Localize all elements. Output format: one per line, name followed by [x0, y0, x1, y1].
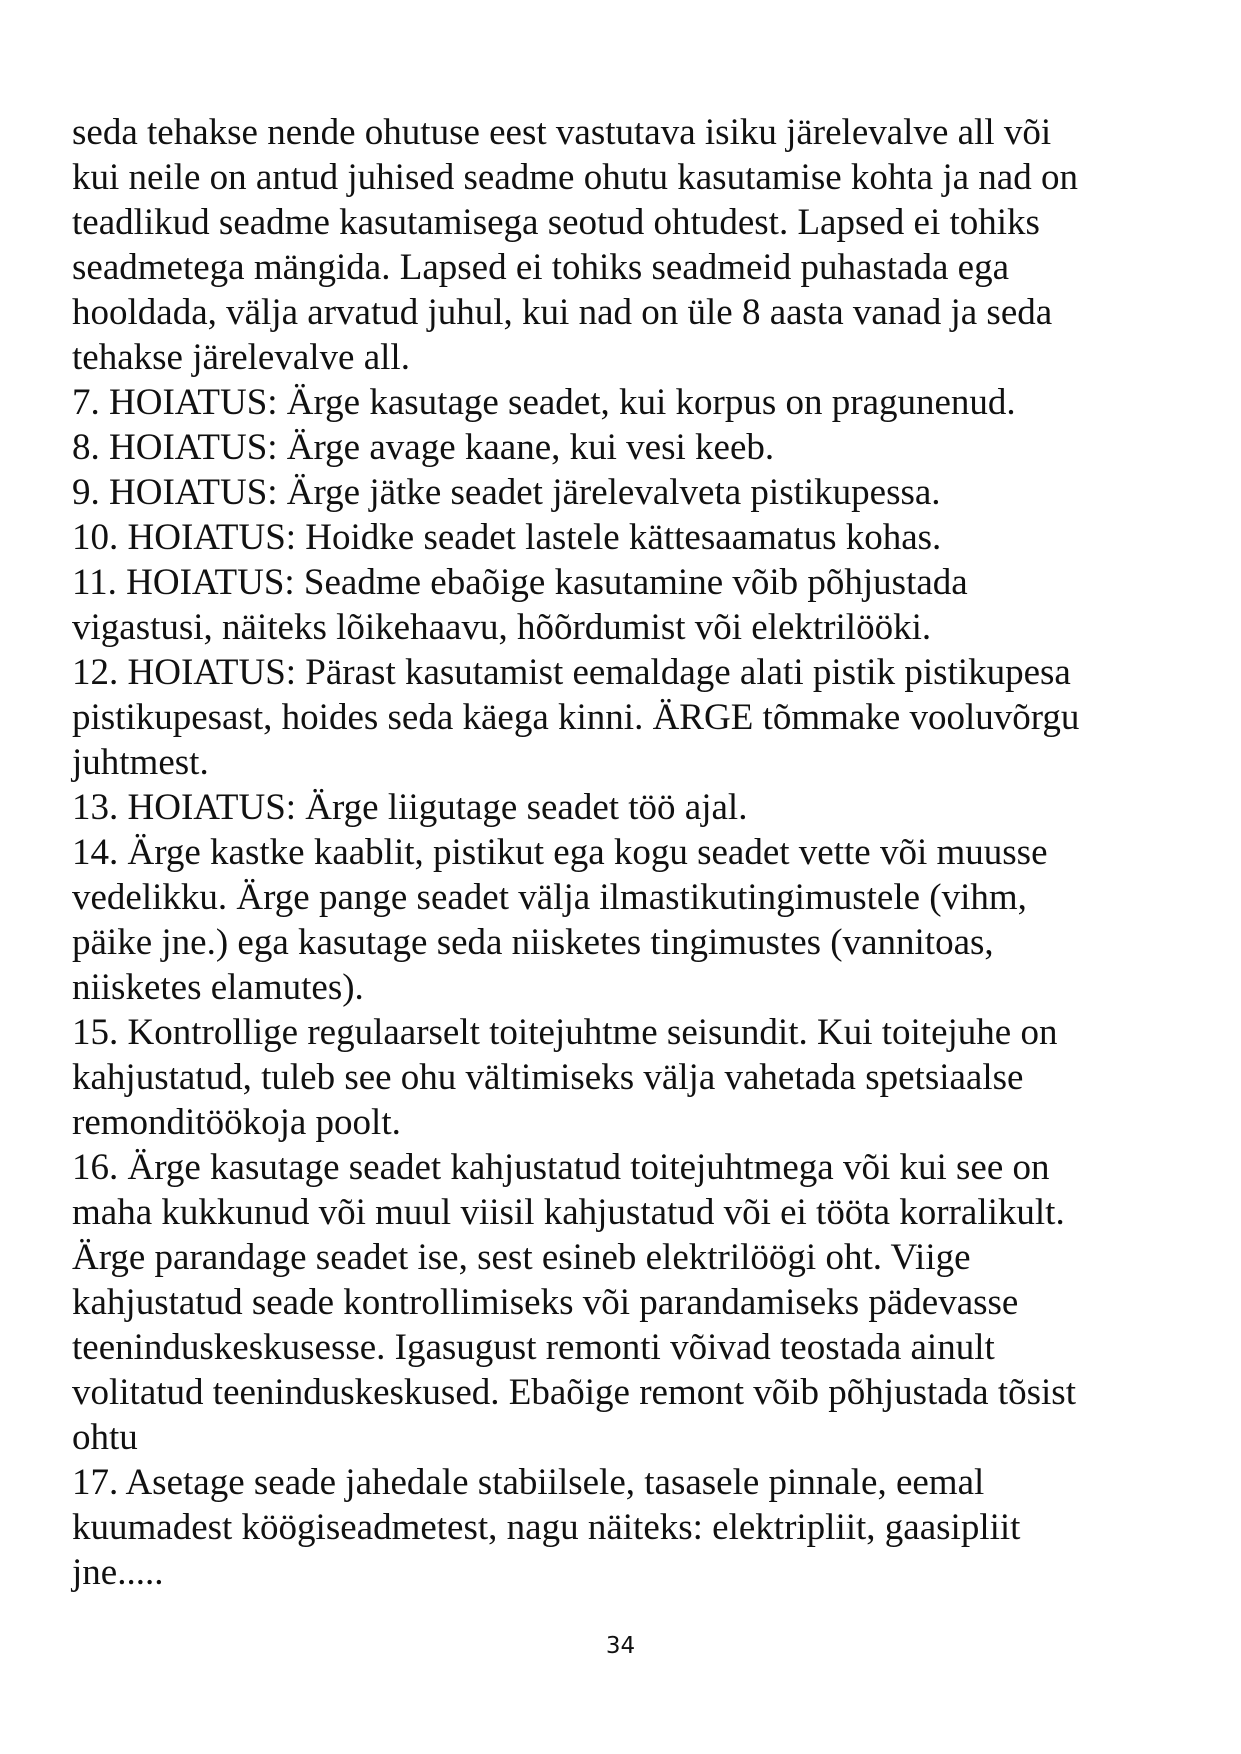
text-line: teadlikud seadme kasutamisega seotud ohtudest. Lapsed ei tohiks — [72, 202, 1040, 243]
warning-item-12: 12. HOIATUS: Pärast kasutamist eemaldage alati pistik pistikupesa — [72, 652, 1071, 693]
text-line: maha kukkunud või muul viisil kahjustatud või ei tööta korralikult. — [72, 1192, 1065, 1233]
safety-instructions-text — [72, 110, 1172, 1595]
text-line: juhtmest. — [72, 742, 209, 783]
warning-item-11: 11. HOIATUS: Seadme ebaõige kasutamine võib põhjustada — [72, 562, 968, 603]
text-line: kuumadest köögiseadmetest, nagu näiteks: elektripliit, gaasipliit — [72, 1507, 1021, 1548]
warning-item-7: 7. HOIATUS: Ärge kasutage seadet, kui korpus on pragunenud. — [72, 382, 1016, 423]
warning-item-10: 10. HOIATUS: Hoidke seadet lastele kättesaamatus kohas. — [72, 517, 942, 558]
text-line: kahjustatud, tuleb see ohu vältimiseks välja vahetada spetsiaalse — [72, 1057, 1024, 1098]
instruction-item-14: 14. Ärge kastke kaablit, pistikut ega kogu seadet vette või muusse — [72, 832, 1048, 873]
warning-item-8: 8. HOIATUS: Ärge avage kaane, kui vesi keeb. — [72, 427, 775, 468]
text-line: kahjustatud seade kontrollimiseks või parandamiseks pädevasse — [72, 1282, 1019, 1323]
text-line: niisketes elamutes). — [72, 967, 364, 1008]
text-line: päike jne.) ega kasutage seda niisketes tingimustes (vannitoas, — [72, 922, 994, 963]
text-line: seadmetega mängida. Lapsed ei tohiks seadmeid puhastada ega — [72, 247, 1009, 288]
text-line: Ärge parandage seadet ise, sest esineb elektrilöögi oht. Viige — [72, 1237, 971, 1278]
warning-item-9: 9. HOIATUS: Ärge jätke seadet järelevalveta pistikupessa. — [72, 472, 941, 513]
instruction-item-16: 16. Ärge kasutage seadet kahjustatud toitejuhtmega või kui see on — [72, 1147, 1050, 1188]
text-line: vigastusi, näiteks lõikehaavu, hõõrdumist või elektrilööki. — [72, 607, 932, 648]
warning-item-13: 13. HOIATUS: Ärge liigutage seadet töö ajal. — [72, 787, 748, 828]
instruction-item-17: 17. Asetage seade jahedale stabiilsele, tasasele pinnale, eemal — [72, 1462, 985, 1503]
text-line: kui neile on antud juhised seadme ohutu kasutamise kohta ja nad on — [72, 157, 1078, 198]
text-line: volitatud teeninduskeskused. Ebaõige remont võib põhjustada tõsist — [72, 1372, 1076, 1413]
text-line: remonditöökoja poolt. — [72, 1102, 401, 1143]
text-line: ohtu — [72, 1417, 138, 1458]
text-line: seda tehakse nende ohutuse eest vastutava isiku järelevalve all või — [72, 112, 1052, 153]
text-line: jne..... — [72, 1552, 164, 1593]
text-line: hooldada, välja arvatud juhul, kui nad on üle 8 aasta vanad ja seda — [72, 292, 1053, 333]
instruction-item-15: 15. Kontrollige regulaarselt toitejuhtme seisundit. Kui toitejuhe on — [72, 1012, 1058, 1053]
page-number: 34 — [605, 1633, 636, 1659]
text-line: teeninduskeskusesse. Igasugust remonti võivad teostada ainult — [72, 1327, 995, 1368]
text-line: vedelikku. Ärge pange seadet välja ilmastikutingimustele (vihm, — [72, 877, 1027, 918]
text-line: tehakse järelevalve all. — [72, 337, 410, 378]
text-line: pistikupesast, hoides seda käega kinni. ÄRGE tõmmake vooluvõrgu — [72, 697, 1080, 738]
